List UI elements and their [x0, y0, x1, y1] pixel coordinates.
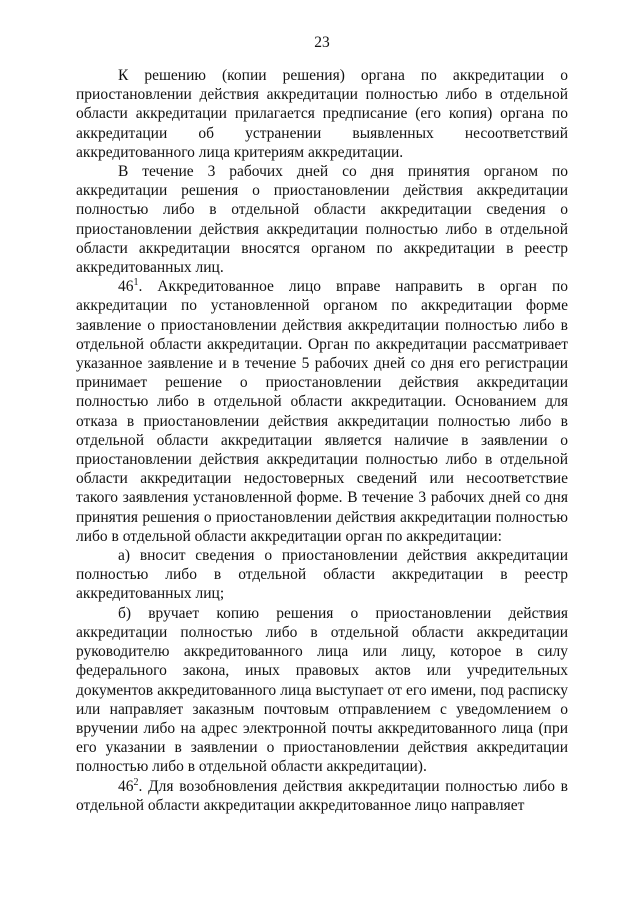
paragraph-text: а) вносит сведения о приостановлении действия аккредитации полностью либо в отдельной области аккредитации в реестр аккредитованных лиц;: [76, 547, 568, 603]
clause-number: 46: [118, 278, 134, 296]
subclause-b: [76, 604, 568, 777]
clause-46-2: [76, 777, 568, 815]
paragraph-2: [76, 162, 568, 277]
page-number: 23: [314, 34, 330, 51]
paragraph-text: . Для возобновления действия аккредитации полностью либо в отдельной области аккредитации аккредитованное лицо направляет: [76, 777, 568, 814]
subclause-a: [76, 546, 568, 604]
paragraph-text: В течение 3 рабочих дней со дня принятия органом по аккредитации решения о приостановлении действия аккредитации полностью либо в отдельной области аккредитации сведения о приостановлении действия аккредитации полностью либо в отдельной области аккредитации вносятся органом по аккредитации в реестр аккредитованных лиц.: [76, 163, 568, 277]
clause-number: 46: [118, 777, 134, 795]
paragraph-text: К решению (копии решения) органа по аккредитации о приостановлении действия аккредитации полностью либо в отдельной области аккредитации прилагается предписание (его копия) органа по аккредитации об устранении выявленных несоответствий аккредитованного лица критериям аккредитации.: [76, 67, 568, 161]
paragraph-text: . Аккредитованное лицо вправе направить в орган по аккредитации по установленной органом по аккредитации форме заявление о приостановлении действия аккредитации полностью либо в отдельной области аккредитации. Орган по аккредитации рассматривает указанное заявление и в течение 5 рабочих дней со дня его регистрации принимает решение о приостановлении действия аккредитации полностью либо в отдельной области аккредитации. Основанием для отказа в приостановлении действия аккредитации полностью либо в отдельной области аккредитации является наличие в заявлении о приостановлении действия аккредитации полностью либо в отдельной области аккредитации недостоверных сведений или несоответствие такого заявления установленной форме. В течение 3 рабочих дней со дня принятия решения о приостановлении действия аккредитации полностью либо в отдельной области аккредитации орган по аккредитации:: [76, 278, 568, 545]
paragraph-1: [76, 66, 568, 162]
clause-superscript: 2: [133, 776, 139, 788]
paragraph-text: б) вручает копию решения о приостановлении действия аккредитации полностью либо в отдельной области аккредитации руководителю аккредитованного лица или лицу, которое в силу федерального закона, иных правовых актов или учредительных документов аккредитованного лица выступает от его имени, под расписку или направляет заказным почтовым отправлением с уведомлением о вручении либо на адрес электронной почты аккредитованного лица (при его указании в заявлении о приостановлении действия аккредитации полностью либо в отдельной области аккредитации).: [76, 604, 568, 776]
clause-46-1: [76, 277, 568, 546]
clause-superscript: 1: [133, 277, 139, 289]
